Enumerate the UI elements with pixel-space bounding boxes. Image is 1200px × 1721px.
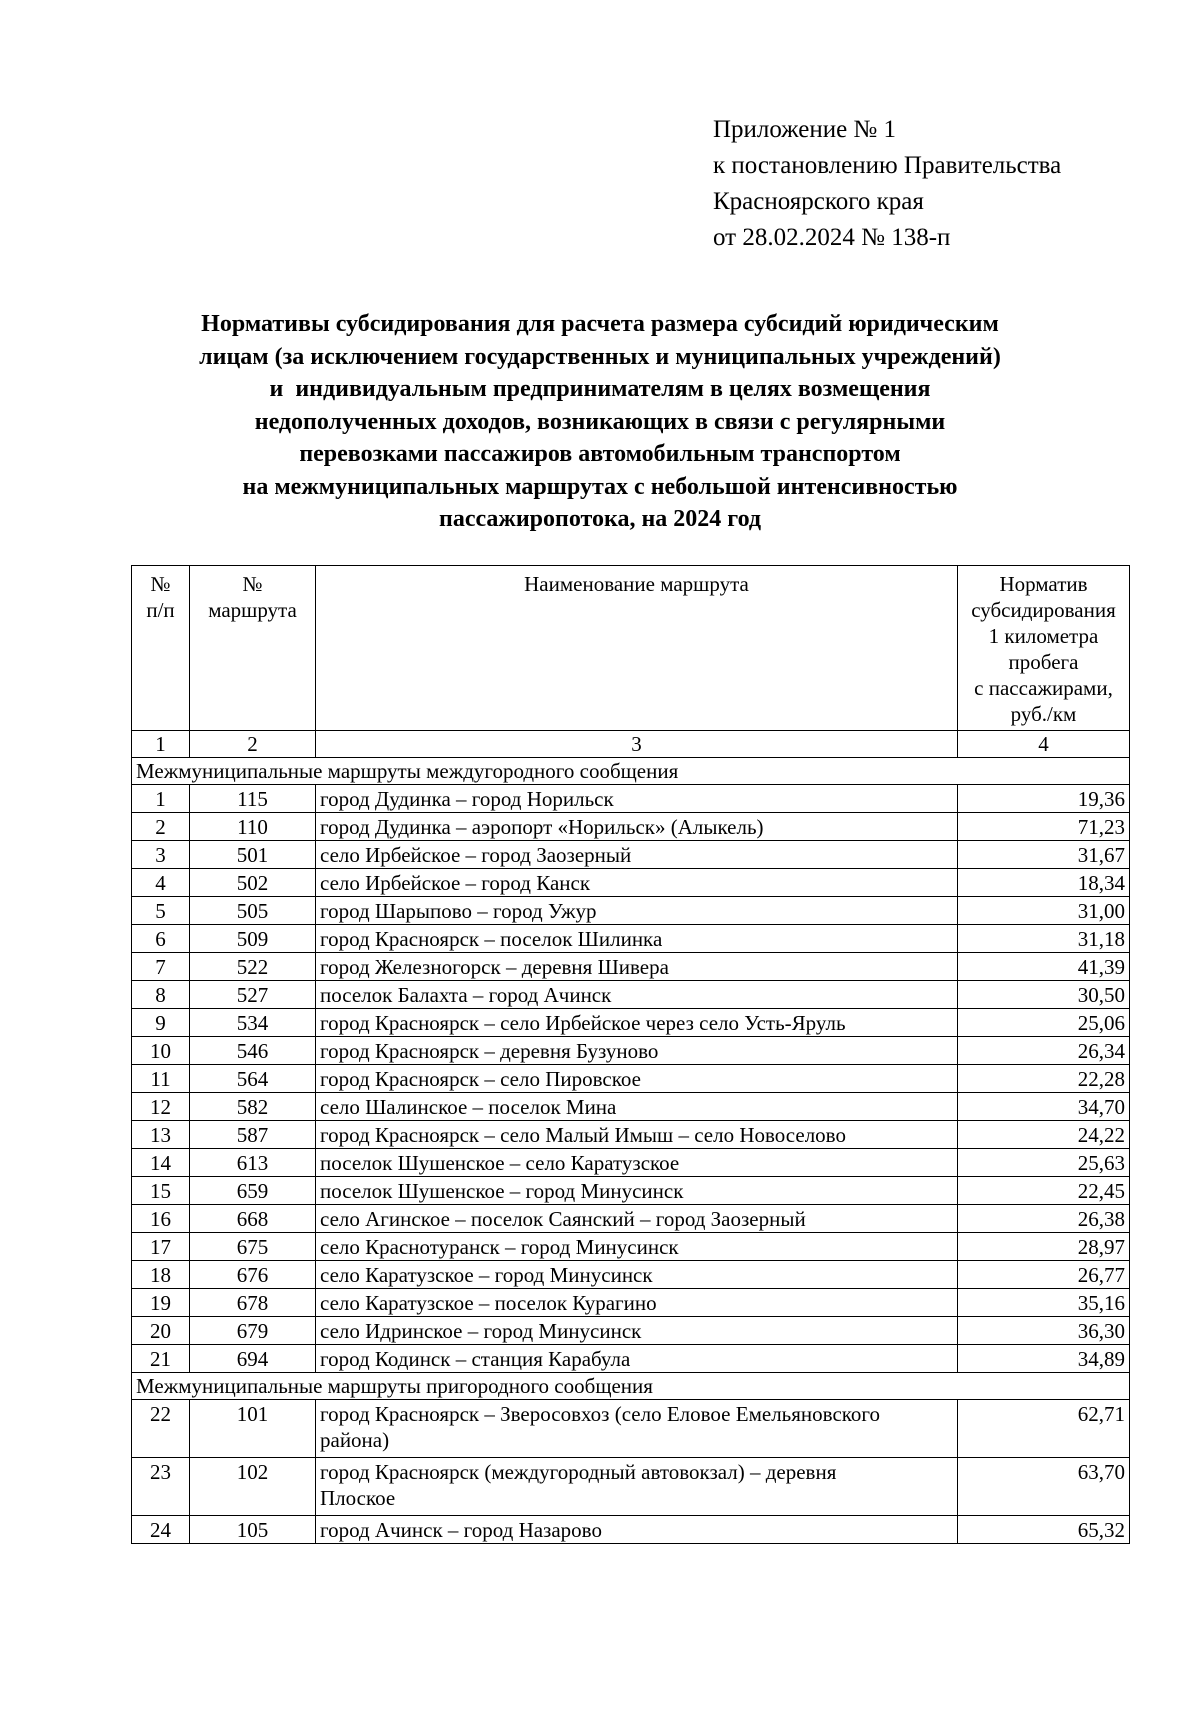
route-name-line: района) bbox=[320, 1428, 390, 1452]
route-name: город Красноярск – поселок Шилинка bbox=[316, 925, 958, 953]
header-text: № bbox=[242, 572, 263, 596]
route-name: город Красноярск – село Пировское bbox=[316, 1065, 958, 1093]
route-name: город Дудинка – город Норильск bbox=[316, 785, 958, 813]
header-text: субсидирования bbox=[971, 598, 1116, 622]
norm-value: 31,00 bbox=[958, 897, 1130, 925]
route-name: город Красноярск – село Малый Имыш – село Новоселово bbox=[316, 1121, 958, 1149]
norm-value: 71,23 bbox=[958, 813, 1130, 841]
table-row bbox=[132, 841, 1130, 869]
route-name-line: город Красноярск (междугородный автовокзал) – деревня bbox=[320, 1460, 837, 1484]
row-number: 3 bbox=[132, 841, 190, 869]
table-row bbox=[132, 1261, 1130, 1289]
row-number: 1 bbox=[132, 785, 190, 813]
column-index-row bbox=[132, 731, 1130, 758]
row-number: 5 bbox=[132, 897, 190, 925]
row-number: 2 bbox=[132, 813, 190, 841]
route-name: село Краснотуранск – город Минусинск bbox=[316, 1233, 958, 1261]
header-text: с пассажирами, bbox=[974, 676, 1113, 700]
route-number: 546 bbox=[190, 1037, 316, 1065]
row-number: 23 bbox=[132, 1458, 190, 1516]
norm-value: 35,16 bbox=[958, 1289, 1130, 1317]
row-number: 7 bbox=[132, 953, 190, 981]
column-index: 1 bbox=[132, 731, 190, 758]
route-name: село Агинское – поселок Саянский – город Заозерный bbox=[316, 1205, 958, 1233]
route-number: 676 bbox=[190, 1261, 316, 1289]
route-number: 582 bbox=[190, 1093, 316, 1121]
route-number: 668 bbox=[190, 1205, 316, 1233]
row-number: 12 bbox=[132, 1093, 190, 1121]
row-number: 21 bbox=[132, 1345, 190, 1373]
route-number: 675 bbox=[190, 1233, 316, 1261]
row-number: 17 bbox=[132, 1233, 190, 1261]
table-row bbox=[132, 981, 1130, 1009]
norm-value: 18,34 bbox=[958, 869, 1130, 897]
table-row bbox=[132, 1400, 1130, 1458]
route-name: город Кодинск – станция Карабула bbox=[316, 1345, 958, 1373]
appendix-block bbox=[713, 112, 1061, 256]
section-row bbox=[132, 758, 1130, 785]
route-number: 679 bbox=[190, 1317, 316, 1345]
route-name-line: город Красноярск – Зверосовхоз (село Еловое Емельяновского bbox=[320, 1402, 880, 1426]
route-number: 522 bbox=[190, 953, 316, 981]
appendix-line: от 28.02.2024 № 138-п bbox=[713, 224, 951, 251]
route-name: село Ирбейское – город Заозерный bbox=[316, 841, 958, 869]
title-line: пассажиропотока, на 2024 год bbox=[438, 506, 762, 532]
row-number: 20 bbox=[132, 1317, 190, 1345]
table-row bbox=[132, 785, 1130, 813]
route-number: 534 bbox=[190, 1009, 316, 1037]
norm-value: 63,70 bbox=[958, 1458, 1130, 1516]
route-name: село Идринское – город Минусинск bbox=[316, 1317, 958, 1345]
header-text: 1 километра bbox=[988, 624, 1099, 648]
header-text: пробега bbox=[1008, 650, 1079, 674]
document-title bbox=[100, 308, 1100, 536]
norm-value: 30,50 bbox=[958, 981, 1130, 1009]
appendix-line: Приложение № 1 bbox=[713, 116, 897, 143]
row-number: 4 bbox=[132, 869, 190, 897]
route-number: 505 bbox=[190, 897, 316, 925]
norm-value: 26,34 bbox=[958, 1037, 1130, 1065]
norm-value: 28,97 bbox=[958, 1233, 1130, 1261]
table-row bbox=[132, 1009, 1130, 1037]
column-index: 3 bbox=[316, 731, 958, 758]
table-row bbox=[132, 1177, 1130, 1205]
row-number: 10 bbox=[132, 1037, 190, 1065]
route-number: 678 bbox=[190, 1289, 316, 1317]
table-row bbox=[132, 1345, 1130, 1373]
norm-value: 26,38 bbox=[958, 1205, 1130, 1233]
route-name: село Ирбейское – город Канск bbox=[316, 869, 958, 897]
row-number: 19 bbox=[132, 1289, 190, 1317]
route-number: 509 bbox=[190, 925, 316, 953]
column-index: 4 bbox=[958, 731, 1130, 758]
title-line: и индивидуальным предпринимателям в целях возмещения bbox=[269, 376, 931, 402]
table-row bbox=[132, 1037, 1130, 1065]
route-number: 527 bbox=[190, 981, 316, 1009]
header-cell-route-number bbox=[190, 566, 316, 731]
row-number: 18 bbox=[132, 1261, 190, 1289]
route-name-line: Плоское bbox=[320, 1486, 396, 1510]
appendix-line: к постановлению Правительства bbox=[713, 152, 1062, 179]
route-name: поселок Шушенское – село Каратузское bbox=[316, 1149, 958, 1177]
title-line: недополученных доходов, возникающих в связи с регулярными bbox=[254, 408, 946, 435]
table-row bbox=[132, 869, 1130, 897]
route-number: 101 bbox=[190, 1400, 316, 1458]
row-number: 9 bbox=[132, 1009, 190, 1037]
route-name: город Дудинка – аэропорт «Норильск» (Алыкель) bbox=[316, 813, 958, 841]
row-number: 22 bbox=[132, 1400, 190, 1458]
routes-table bbox=[131, 565, 1130, 1544]
route-number: 613 bbox=[190, 1149, 316, 1177]
route-number: 502 bbox=[190, 869, 316, 897]
table-row bbox=[132, 1205, 1130, 1233]
table-row bbox=[132, 1317, 1130, 1345]
norm-value: 41,39 bbox=[958, 953, 1130, 981]
table-header-row bbox=[132, 566, 1130, 731]
norm-value: 25,63 bbox=[958, 1149, 1130, 1177]
route-name: город Красноярск – село Ирбейское через село Усть-Яруль bbox=[316, 1009, 958, 1037]
title-line: лицам (за исключением государственных и муниципальных учреждений) bbox=[199, 343, 1001, 370]
route-number: 102 bbox=[190, 1458, 316, 1516]
route-name: город Красноярск – деревня Бузуново bbox=[316, 1037, 958, 1065]
norm-value: 26,77 bbox=[958, 1261, 1130, 1289]
norm-value: 62,71 bbox=[958, 1400, 1130, 1458]
norm-value: 65,32 bbox=[958, 1516, 1130, 1544]
row-number: 15 bbox=[132, 1177, 190, 1205]
row-number: 11 bbox=[132, 1065, 190, 1093]
table-row bbox=[132, 1121, 1130, 1149]
table-row bbox=[132, 925, 1130, 953]
table-row bbox=[132, 1093, 1130, 1121]
norm-value: 22,45 bbox=[958, 1177, 1130, 1205]
header-text: № bbox=[150, 572, 171, 596]
table-row bbox=[132, 1458, 1130, 1516]
norm-value: 25,06 bbox=[958, 1009, 1130, 1037]
title-line: Нормативы субсидирования для расчета размера субсидий юридическим bbox=[201, 311, 999, 337]
route-number: 501 bbox=[190, 841, 316, 869]
route-number: 694 bbox=[190, 1345, 316, 1373]
title-line: перевозками пассажиров автомобильным транспортом bbox=[299, 441, 901, 467]
row-number: 24 bbox=[132, 1516, 190, 1544]
table-row bbox=[132, 897, 1130, 925]
row-number: 14 bbox=[132, 1149, 190, 1177]
norm-value: 22,28 bbox=[958, 1065, 1130, 1093]
table-row bbox=[132, 1149, 1130, 1177]
header-text: руб./км bbox=[1010, 702, 1077, 726]
route-number: 110 bbox=[190, 813, 316, 841]
route-name bbox=[316, 1458, 958, 1516]
header-text: Норматив bbox=[999, 572, 1088, 596]
column-index: 2 bbox=[190, 731, 316, 758]
route-name: село Каратузское – город Минусинск bbox=[316, 1261, 958, 1289]
norm-value: 36,30 bbox=[958, 1317, 1130, 1345]
section-row bbox=[132, 1373, 1130, 1400]
norm-value: 24,22 bbox=[958, 1121, 1130, 1149]
header-cell-norm bbox=[958, 566, 1130, 731]
route-name: село Шалинское – поселок Мина bbox=[316, 1093, 958, 1121]
header-cell-route-name bbox=[316, 566, 958, 731]
route-name: город Шарыпово – город Ужур bbox=[316, 897, 958, 925]
table-row bbox=[132, 1233, 1130, 1261]
route-number: 115 bbox=[190, 785, 316, 813]
norm-value: 34,89 bbox=[958, 1345, 1130, 1373]
row-number: 6 bbox=[132, 925, 190, 953]
route-name: город Железногорск – деревня Шивера bbox=[316, 953, 958, 981]
section-title: Межмуниципальные маршруты пригородного сообщения bbox=[132, 1373, 1130, 1400]
section-title: Межмуниципальные маршруты междугородного сообщения bbox=[132, 758, 1130, 785]
route-name: поселок Балахта – город Ачинск bbox=[316, 981, 958, 1009]
row-number: 8 bbox=[132, 981, 190, 1009]
row-number: 16 bbox=[132, 1205, 190, 1233]
table-row bbox=[132, 1065, 1130, 1093]
appendix-line: Красноярского края bbox=[713, 188, 924, 215]
header-text: маршрута bbox=[208, 598, 297, 622]
route-number: 587 bbox=[190, 1121, 316, 1149]
table-row bbox=[132, 1516, 1130, 1544]
norm-value: 34,70 bbox=[958, 1093, 1130, 1121]
table-row bbox=[132, 953, 1130, 981]
norm-value: 31,18 bbox=[958, 925, 1130, 953]
row-number: 13 bbox=[132, 1121, 190, 1149]
header-text: Наименование маршрута bbox=[524, 572, 749, 596]
route-name bbox=[316, 1400, 958, 1458]
route-number: 564 bbox=[190, 1065, 316, 1093]
route-name: поселок Шушенское – город Минусинск bbox=[316, 1177, 958, 1205]
norm-value: 19,36 bbox=[958, 785, 1130, 813]
table-row bbox=[132, 813, 1130, 841]
norm-value: 31,67 bbox=[958, 841, 1130, 869]
route-name: село Каратузское – поселок Курагино bbox=[316, 1289, 958, 1317]
route-number: 105 bbox=[190, 1516, 316, 1544]
header-cell-number bbox=[132, 566, 190, 731]
table-row bbox=[132, 1289, 1130, 1317]
header-text: п/п bbox=[146, 598, 175, 622]
title-line: на межмуниципальных маршрутах с небольшой интенсивностью bbox=[242, 473, 958, 500]
route-number: 659 bbox=[190, 1177, 316, 1205]
route-name: город Ачинск – город Назарово bbox=[316, 1516, 958, 1544]
